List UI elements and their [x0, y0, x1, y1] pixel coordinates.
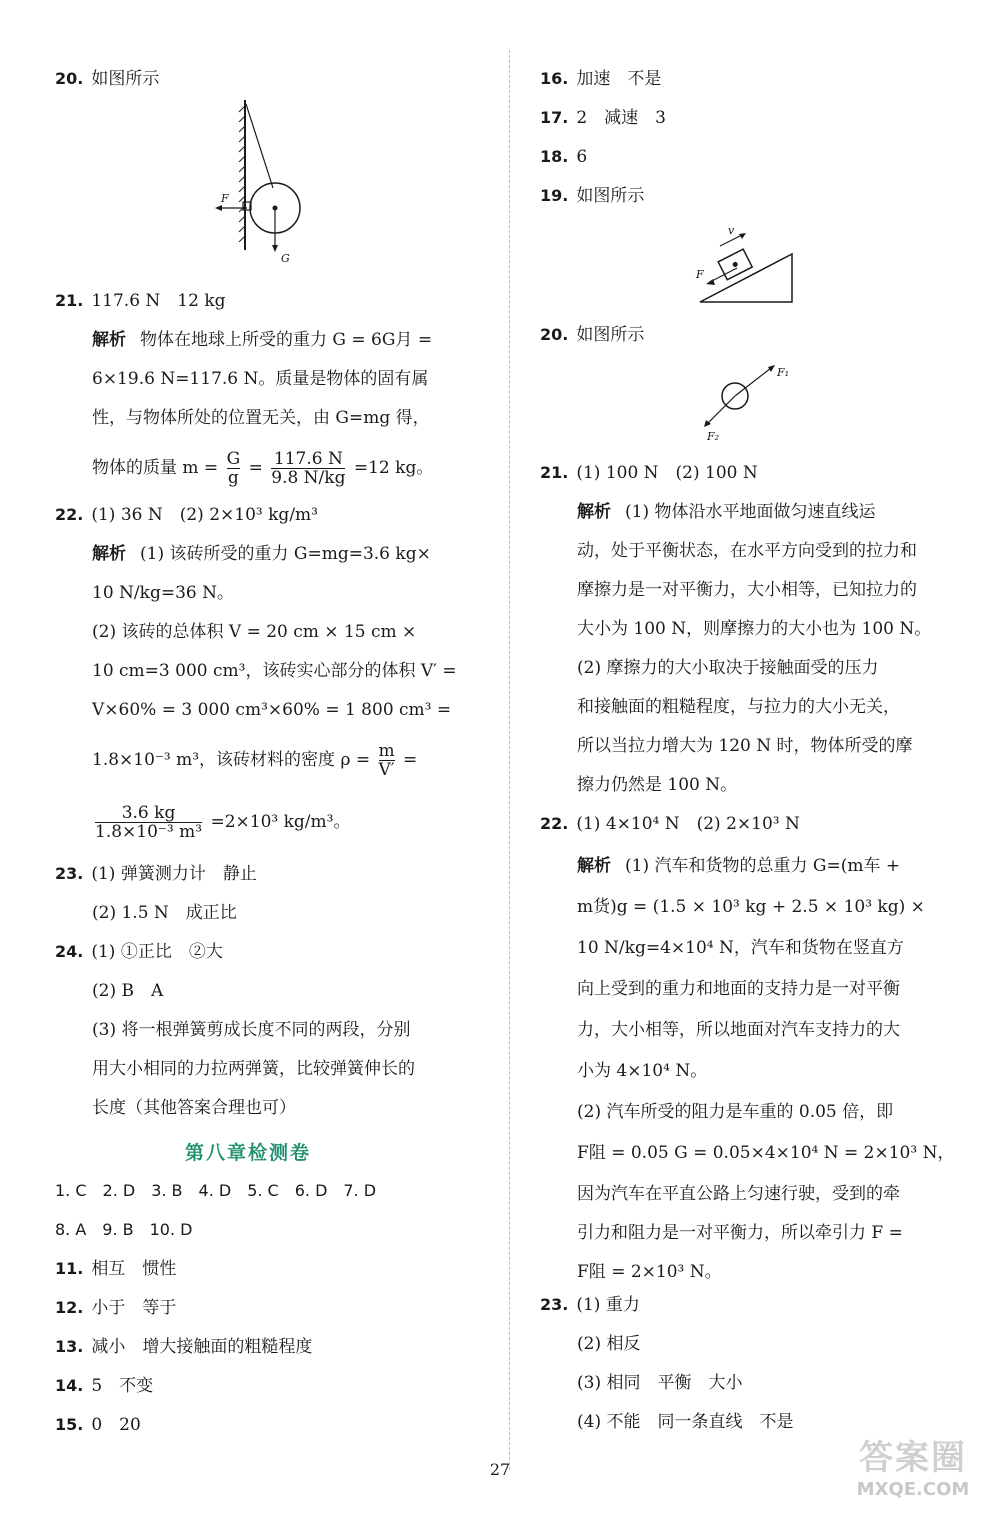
q15-answer: 15. 0 20	[55, 1415, 141, 1435]
fraction-g-over-g: $\frac{G}{g}$	[226, 449, 241, 488]
q22-explanation-line: 小为 4×10⁴ N。	[577, 1061, 708, 1081]
q23-answer: 23. (1) 重力	[540, 1295, 640, 1315]
q22-explanation-formula: $\frac{3.6 kg}{\text{1.8×10⁻³ m³}}$ =2×10³ kg/m³。	[95, 803, 351, 842]
friction-label: F	[696, 268, 704, 281]
force-f2-label: F₂	[707, 430, 720, 443]
q21-explanation-line: (2) 摩擦力的大小取决于接触面受的压力	[577, 658, 879, 678]
q21-explanation-line: 摩擦力是一对平衡力，大小相等，已知拉力的	[577, 580, 917, 600]
q23-answer-line: (4) 不能 同一条直线 不是	[577, 1412, 794, 1432]
q20-answer: 20. 如图所示	[540, 325, 645, 345]
q23-answer-line: (3) 相同 平衡 大小	[577, 1373, 743, 1393]
q21-explanation-line: 解析 (1) 物体沿水平地面做匀速直线运	[577, 502, 876, 522]
fraction-m-over-v: $\frac{m}{V'}$	[378, 741, 395, 780]
wall-hatching	[239, 100, 245, 250]
force-f1-arrow	[735, 368, 771, 396]
gravity-label: G	[281, 252, 290, 265]
q22-explanation-line: 10 cm=3 000 cm³，该砖实心部分的体积 V′ =	[92, 661, 457, 681]
q21-answer: 21. 117.6 N 12 kg	[55, 291, 226, 311]
figure-incline-block	[690, 222, 800, 310]
q22-explanation-line: 引力和阻力是一对平衡力，所以牵引力 F =	[577, 1223, 903, 1243]
q19-answer: 19. 如图所示	[540, 186, 645, 206]
q22-explanation-line: m货)g = (1.5 × 10³ kg + 2.5 × 10³ kg) ×	[577, 897, 925, 917]
q11-answer: 11. 相互 惯性	[55, 1259, 177, 1279]
velocity-label: v	[728, 224, 735, 237]
q24-answer-line: 用大小相同的力拉两弹簧，比较弹簧伸长的	[92, 1059, 415, 1079]
q22-explanation-line: 向上受到的重力和地面的支持力是一对平衡	[577, 979, 900, 999]
figure-pulley-wall	[205, 100, 315, 270]
q21-explanation-line: 性，与物体所处的位置无关，由 G=mg 得，	[92, 408, 430, 428]
q22-explanation-line: (2) 汽车所受的阻力是车重的 0.05 倍，即	[577, 1102, 894, 1122]
figure-two-forces	[695, 356, 805, 446]
q21-explanation-line: 动，处于平衡状态，在水平方向受到的拉力和	[577, 541, 917, 561]
q22-answer: 22. (1) 4×10⁴ N (2) 2×10³ N	[540, 814, 800, 834]
q21-explanation-formula: 物体的质量 m = $\frac{G}{g}$ = $\frac{117.6 N}{9.8 N/kg}$ =12 kg。	[92, 449, 434, 488]
q22-explanation-line: V×60% = 3 000 cm³×60% = 1 800 cm³ =	[92, 700, 452, 720]
force-f1-label: F₁	[777, 366, 790, 379]
mc-answers-row: 1. C 2. D 3. B 4. D 5. C 6. D 7. D	[55, 1181, 377, 1200]
q22-explanation-line: F阻 = 0.05 G = 0.05×4×10⁴ N = 2×10³ N，	[577, 1143, 955, 1163]
q23-answer-line: (2) 相反	[577, 1334, 641, 1354]
force-f-arrowhead	[215, 205, 222, 211]
q22-answer: 22. (1) 36 N (2) 2×10³ kg/m³	[55, 505, 318, 525]
page-number: 27	[489, 1460, 511, 1479]
fraction-weight-over-g: $\frac{117.6 N}{9.8 N/kg}$	[271, 449, 346, 488]
column-divider	[509, 50, 510, 1470]
q16-answer: 16. 加速 不是	[540, 69, 662, 89]
q21-explanation-line: 和接触面的粗糙程度，与拉力的大小无关，	[577, 697, 900, 717]
q24-answer: 24. (1) ①正比 ②大	[55, 942, 223, 962]
q22-explanation-line: 因为汽车在平直公路上匀速行驶，受到的牵	[577, 1184, 900, 1204]
q22-explanation-line: 解析 (1) 该砖所受的重力 G=mg=3.6 kg×	[92, 544, 431, 564]
q21-explanation-line: 所以当拉力增大为 120 N 时，物体所受的摩	[577, 736, 913, 756]
q18-answer: 18. 6	[540, 147, 588, 167]
q22-explanation-line: F阻 = 2×10³ N。	[577, 1262, 722, 1282]
mc-answers-row: 8. A 9. B 10. D	[55, 1220, 193, 1239]
q23-answer: 23. (1) 弹簧测力计 静止	[55, 864, 257, 884]
q22-explanation-formula: 1.8×10⁻³ m³，该砖材料的密度 ρ = $\frac{m}{V'}$ =	[92, 741, 418, 780]
watermark-site: MXQE.COM	[856, 1479, 970, 1500]
q22-explanation-line: 解析 (1) 汽车和货物的总重力 G=(m车 +	[577, 856, 901, 876]
q21-explanation-line: 6×19.6 N=117.6 N。质量是物体的固有属	[92, 369, 429, 389]
gravity-arrowhead	[272, 245, 278, 252]
q17-answer: 17. 2 减速 3	[540, 108, 666, 128]
q21-answer: 21. (1) 100 N (2) 100 N	[540, 463, 758, 483]
q22-explanation-line: 10 N/kg=4×10⁴ N，汽车和货物在竖直方	[577, 938, 904, 958]
q21-explanation-line: 大小为 100 N，则摩擦力的大小也为 100 N。	[577, 619, 932, 639]
q24-answer-line: 长度（其他答案合理也可）	[92, 1098, 296, 1118]
q22-explanation-line: 10 N/kg=36 N。	[92, 583, 234, 603]
force-f1-arrowhead	[768, 365, 775, 372]
q21-explanation-line: 擦力仍然是 100 N。	[577, 775, 738, 795]
force-f2-arrow	[707, 396, 735, 424]
q22-explanation-line: 力，大小相等，所以地面对汽车支持力的大	[577, 1020, 900, 1040]
watermark	[838, 1430, 988, 1500]
q24-answer-line: (2) B A	[92, 981, 164, 1001]
incline	[700, 254, 792, 302]
fraction-mass-over-volume: $\frac{3.6 kg}{\text{1.8×10⁻³ m³}}$	[95, 803, 203, 842]
section-title: 第八章检测卷	[185, 1142, 312, 1164]
q22-explanation-line: (2) 该砖的总体积 V = 20 cm × 15 cm ×	[92, 622, 417, 642]
q24-answer-line: (3) 将一根弹簧剪成长度不同的两段，分别	[92, 1020, 411, 1040]
q23-answer-line: (2) 1.5 N 成正比	[92, 903, 237, 923]
force-f-label: F	[221, 192, 229, 205]
q20-answer: 20. 如图所示	[55, 69, 160, 89]
q21-explanation-line: 解析 物体在地球上所受的重力 G = 6G月 =	[92, 330, 433, 350]
string	[246, 104, 273, 188]
q13-answer: 13. 减小 增大接触面的粗糙程度	[55, 1337, 313, 1357]
friction-arrow	[710, 268, 737, 282]
q12-answer: 12. 小于 等于	[55, 1298, 177, 1318]
q14-answer: 14. 5 不变	[55, 1376, 154, 1396]
watermark-logo: 答案圈	[859, 1438, 967, 1478]
